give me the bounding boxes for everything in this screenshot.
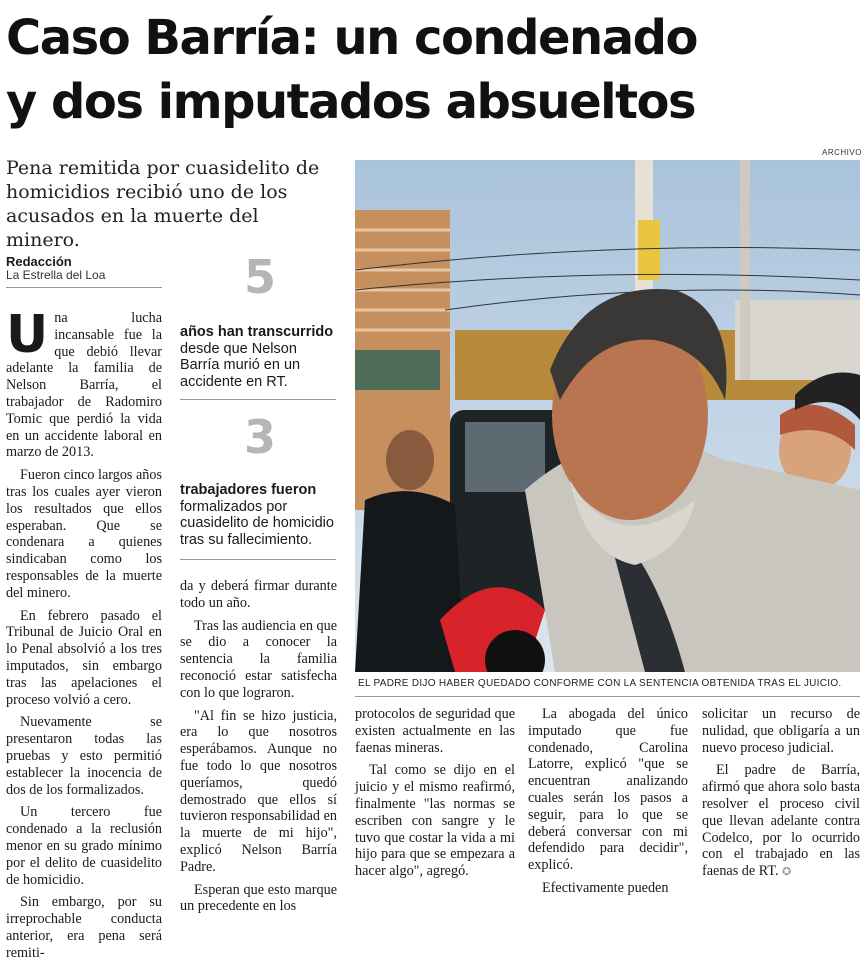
photo-caption: EL PADRE DIJO HABER QUEDADO CONFORME CON LA SENTENCIA OBTENIDA TRAS EL JUICIO.: [358, 678, 842, 689]
paragraph: solicitar un recurso de nulidad, que obligaría a un nuevo proceso judicial.: [702, 706, 860, 756]
fact-divider: [180, 559, 336, 560]
subheadline: Pena remitida por cuasidelito de homicidios recibió uno de los acusados en la muerte del minero.: [6, 157, 320, 251]
paragraph: Fueron cinco largos años tras los cuales ayer vieron los resultados que ellos esperaban. Que se condenara a quienes sindicaban como los responsables de la muerte del minero.: [6, 467, 162, 601]
photo-illustration: [355, 160, 860, 672]
paragraph: "Al fin se hizo justicia, era lo que nosotros esperábamos. Aunque no fue todo lo que nosotros queríamos, quedó demostrado que ellos sí tuvieron responsabilidad en la muerte de mi hijo", explicó Nelson Barría Padre.: [180, 707, 337, 875]
paragraph: [702, 762, 860, 881]
fact-text: [180, 482, 340, 548]
article-column-4: [528, 706, 688, 903]
fact-bold-text: años han transcurrido: [180, 324, 334, 340]
headline-line-1: Caso Barría: un condenado: [6, 10, 697, 66]
fact-rest-text: desde que Nelson Barría murió en un accidente en RT.: [180, 340, 301, 390]
fact-rest-text: formalizados por cuasidelito de homicidio tras su fallecimiento.: [180, 498, 334, 548]
article-column-1: [6, 305, 162, 967]
paragraph: Un tercero fue condenado a la reclusión menor en su grado mínimo por el delito de cuasidelito de homicidio.: [6, 804, 162, 888]
paragraph: Efectivamente pueden: [542, 879, 669, 896]
fact-box-1: [180, 250, 340, 390]
paragraph: En febrero pasado el Tribunal de Juicio Oral en lo Penal absolvió a los tres imputados, sin embargo tras las apelaciones el proceso volvió a cero.: [6, 607, 162, 708]
byline-name: Redacción: [6, 254, 72, 269]
paragraph-text: El padre de Barría, afirmó que ahora solo basta resolver el proceso civil que llevan adelante contra Codelco, por lo ocurrido con el trabajado en las faenas de RT.: [702, 762, 860, 880]
paragraph: Nuevamente se presentaron todas las pruebas y esto permitió establecer la inocencia de dos de los formalizados.: [6, 714, 162, 798]
fact-box-2: [180, 410, 340, 548]
paragraph: Tras las audiencia en que se dio a conocer la sentencia la familia reconoció estar satisfecha con lo que lograron.: [180, 617, 337, 701]
paragraph: [6, 305, 162, 461]
fact-divider: [180, 399, 336, 400]
byline-organization: La Estrella del Loa: [6, 268, 106, 282]
byline-divider: [6, 287, 162, 288]
fact-number: 5: [243, 250, 276, 304]
paragraph: Tal como se dijo en el juicio y el mismo reafirmó, finalmente "las normas se escriben con sangre y le tuvo que costar la vida a mi hijo para que se empezara a hacer algo", agregó.: [355, 762, 515, 880]
paragraph: protocolos de seguridad que existen actualmente en las faenas mineras.: [355, 706, 515, 756]
photo-credit: ARCHIVO: [822, 148, 862, 157]
fact-number: 3: [243, 410, 276, 464]
fact-bold-text: trabajadores fueron: [180, 482, 317, 498]
paragraph: Esperan que esto marque un precedente en los: [180, 881, 337, 915]
headline-line-2: y dos imputados absueltos: [6, 74, 696, 130]
article-column-5: [702, 706, 860, 887]
caption-divider: [355, 696, 860, 697]
paragraph-text: na lucha incansable fue la que debió llevar adelante la familia de Nelson Barría, el trabajador de Radomiro Tomic que perdió la vida en un accidente laboral en marzo de 2013.: [6, 310, 162, 461]
end-of-article-icon: ✪: [782, 866, 792, 879]
article-column-3: [355, 706, 515, 886]
paragraph: da y deberá firmar durante todo un año.: [180, 578, 337, 611]
drop-cap: U: [6, 305, 49, 365]
news-photo: [355, 160, 860, 672]
fact-text: [180, 324, 340, 390]
headline: [6, 6, 856, 134]
paragraph: Sin embargo, por su irreprochable conducta anterior, era pena será remiti-: [6, 894, 162, 961]
article-column-2: [180, 578, 337, 921]
paragraph: La abogada del único imputado que fue condenado, Carolina Latorre, explicó "que se encuentran analizando cuales serán los pasos a seguir, para lo que se deberá conversar con mi defendido para decidir", explicó.: [528, 706, 688, 874]
